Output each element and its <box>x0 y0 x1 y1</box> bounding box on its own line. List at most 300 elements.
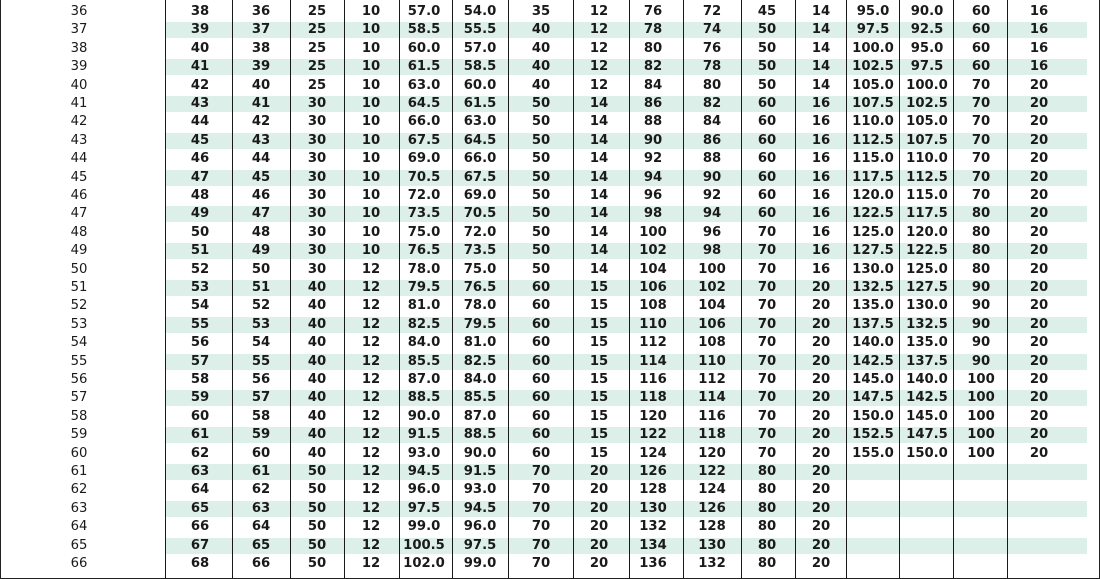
row-label-cell: 39 <box>70 59 88 75</box>
value-cell: 46 <box>190 151 210 167</box>
value-cell: 47 <box>190 169 210 185</box>
value-cell: 132 <box>698 556 726 571</box>
value-cell: 63 <box>190 464 210 479</box>
value-cell <box>901 519 953 535</box>
value-cell <box>901 501 953 517</box>
value-cell: 25 <box>307 4 327 19</box>
value-cell: 50 <box>531 188 551 203</box>
value-cell <box>847 464 899 480</box>
value-cell: 100.0 <box>906 77 948 93</box>
value-cell: 116 <box>639 372 667 387</box>
value-cell: 132 <box>639 519 667 535</box>
value-cell: 88 <box>643 114 663 130</box>
value-cell: 96 <box>702 224 722 240</box>
value-cell <box>901 556 953 572</box>
value-cell <box>954 538 1008 554</box>
value-cell: 50 <box>531 206 551 222</box>
value-cell: 107.5 <box>906 132 948 148</box>
value-cell: 66.0 <box>463 151 497 167</box>
value-cell: 85.5 <box>463 390 497 406</box>
value-cell <box>1010 538 1068 554</box>
value-cell: 135.0 <box>906 335 948 351</box>
value-cell: 64.5 <box>407 96 441 111</box>
value-cell: 95.0 <box>856 4 890 19</box>
value-cell: 14 <box>589 261 609 277</box>
value-cell: 12 <box>361 500 381 516</box>
value-cell: 60 <box>531 298 551 314</box>
column-rule <box>232 0 233 579</box>
value-cell: 120 <box>639 408 667 424</box>
value-cell: 70 <box>971 169 991 185</box>
value-cell: 15 <box>589 372 609 387</box>
value-cell: 16 <box>811 243 831 259</box>
row-label-cell: 43 <box>70 132 88 148</box>
value-cell: 39 <box>251 59 271 75</box>
value-cell: 40 <box>307 427 327 443</box>
value-cell: 78.0 <box>407 261 441 277</box>
value-cell: 12 <box>589 59 609 75</box>
value-cell: 20 <box>811 280 831 295</box>
value-cell: 20 <box>1029 353 1049 369</box>
value-cell: 126 <box>639 464 667 479</box>
value-cell: 12 <box>589 40 609 56</box>
value-cell: 20 <box>1029 335 1049 351</box>
value-cell: 10 <box>361 4 381 19</box>
value-cell: 81.0 <box>407 298 441 314</box>
value-cell: 94.5 <box>407 464 441 479</box>
value-cell: 63 <box>251 500 271 516</box>
value-cell: 12 <box>361 298 381 314</box>
value-cell: 20 <box>811 390 831 406</box>
value-cell: 90 <box>702 169 722 185</box>
value-cell: 12 <box>361 519 381 535</box>
value-cell: 88.5 <box>407 390 441 406</box>
value-cell: 134 <box>639 537 667 553</box>
column-rule <box>899 0 900 579</box>
value-cell: 40 <box>531 59 551 75</box>
value-cell: 40 <box>307 298 327 314</box>
value-cell: 60 <box>251 445 271 461</box>
value-cell: 50 <box>531 132 551 148</box>
value-cell: 35 <box>531 4 551 19</box>
column-rule <box>165 0 166 579</box>
value-cell: 82 <box>702 96 722 111</box>
value-cell: 15 <box>589 445 609 461</box>
value-cell: 40 <box>307 408 327 424</box>
value-cell: 40 <box>531 77 551 93</box>
value-cell: 100.5 <box>403 537 445 553</box>
column-rule <box>953 0 954 579</box>
value-cell: 128 <box>639 482 667 498</box>
value-cell: 53 <box>251 316 271 332</box>
row-label-cell: 52 <box>70 298 88 314</box>
value-cell <box>901 464 953 480</box>
value-cell: 152.5 <box>852 427 894 443</box>
value-cell: 136 <box>639 556 667 571</box>
value-cell: 104 <box>698 298 726 314</box>
value-cell: 100 <box>967 390 995 406</box>
value-cell: 44 <box>190 114 210 130</box>
value-cell: 106 <box>698 316 726 332</box>
value-cell: 70 <box>757 445 777 461</box>
value-cell: 20 <box>811 408 831 424</box>
value-cell: 104 <box>639 261 667 277</box>
value-cell <box>1010 464 1068 480</box>
value-cell: 142.5 <box>852 353 894 369</box>
value-cell: 14 <box>811 40 831 56</box>
value-cell: 10 <box>361 22 381 38</box>
value-cell: 70 <box>971 132 991 148</box>
value-cell: 76 <box>643 4 663 19</box>
value-cell: 50 <box>190 224 210 240</box>
value-cell: 40 <box>531 40 551 56</box>
value-cell: 14 <box>589 224 609 240</box>
value-cell: 80 <box>757 556 777 571</box>
column-rule <box>1007 0 1008 579</box>
value-cell: 40 <box>307 316 327 332</box>
value-cell: 102 <box>639 243 667 259</box>
row-label-cell: 66 <box>70 556 88 571</box>
value-cell: 42 <box>251 114 271 130</box>
value-cell: 20 <box>1029 96 1049 111</box>
value-cell: 12 <box>589 22 609 38</box>
value-cell: 64 <box>251 519 271 535</box>
value-cell: 30 <box>307 151 327 167</box>
value-cell: 70 <box>971 77 991 93</box>
value-cell: 14 <box>811 59 831 75</box>
value-cell: 98 <box>702 243 722 259</box>
value-cell: 20 <box>1029 132 1049 148</box>
value-cell: 73.5 <box>407 206 441 222</box>
value-cell: 20 <box>811 445 831 461</box>
value-cell: 51 <box>190 243 210 259</box>
value-cell: 12 <box>361 353 381 369</box>
value-cell: 116 <box>698 408 726 424</box>
value-cell: 90.0 <box>463 445 497 461</box>
value-cell: 40 <box>190 40 210 56</box>
value-cell: 118 <box>639 390 667 406</box>
row-label-cell: 42 <box>70 114 88 130</box>
value-cell: 78 <box>643 22 663 38</box>
value-cell: 20 <box>1029 372 1049 387</box>
value-cell: 16 <box>811 132 831 148</box>
value-cell <box>847 556 899 572</box>
value-cell: 76 <box>702 40 722 56</box>
value-cell: 16 <box>811 151 831 167</box>
value-cell: 14 <box>811 77 831 93</box>
value-cell: 155.0 <box>852 445 894 461</box>
value-cell: 70 <box>971 188 991 203</box>
row-label-cell: 55 <box>70 353 88 369</box>
value-cell: 76.5 <box>463 280 497 295</box>
value-cell: 130.0 <box>852 261 894 277</box>
value-cell: 15 <box>589 280 609 295</box>
value-cell: 120.0 <box>906 224 948 240</box>
value-cell: 20 <box>1029 206 1049 222</box>
value-cell: 60 <box>531 390 551 406</box>
value-cell: 80 <box>971 206 991 222</box>
value-cell: 16 <box>811 188 831 203</box>
value-cell: 66.0 <box>407 114 441 130</box>
value-cell: 73.5 <box>463 243 497 259</box>
value-cell: 61.5 <box>463 96 497 111</box>
value-cell: 12 <box>361 537 381 553</box>
value-cell: 16 <box>1029 40 1049 56</box>
value-cell: 60 <box>971 4 991 19</box>
value-cell: 50 <box>531 261 551 277</box>
value-cell: 82.5 <box>463 353 497 369</box>
value-cell: 97.5 <box>463 537 497 553</box>
value-cell: 43 <box>251 132 271 148</box>
value-cell: 16 <box>1029 22 1049 38</box>
value-cell: 84.0 <box>407 335 441 351</box>
value-cell: 112.5 <box>906 169 948 185</box>
value-cell: 93.0 <box>463 482 497 498</box>
row-label-cell: 37 <box>70 22 88 38</box>
value-cell <box>901 482 953 498</box>
value-cell: 80 <box>643 40 663 56</box>
row-label-cell: 65 <box>70 537 88 553</box>
value-cell: 15 <box>589 353 609 369</box>
value-cell: 132.5 <box>906 316 948 332</box>
value-cell: 38 <box>190 4 210 19</box>
value-cell: 94 <box>643 169 663 185</box>
value-cell: 46 <box>251 188 271 203</box>
value-cell: 86 <box>643 96 663 111</box>
value-cell: 58 <box>251 408 271 424</box>
value-cell: 66 <box>251 556 271 571</box>
value-cell: 50 <box>307 537 327 553</box>
value-cell: 61 <box>190 427 210 443</box>
value-cell: 108 <box>639 298 667 314</box>
value-cell: 60 <box>757 96 777 111</box>
value-cell: 10 <box>361 188 381 203</box>
value-cell: 20 <box>811 372 831 387</box>
value-cell <box>1010 556 1068 572</box>
value-cell: 62 <box>190 445 210 461</box>
value-cell: 50 <box>531 96 551 111</box>
value-cell: 12 <box>361 390 381 406</box>
value-cell: 16 <box>811 169 831 185</box>
value-cell: 132.5 <box>852 280 894 295</box>
value-cell: 137.5 <box>906 353 948 369</box>
column-rule <box>508 0 509 579</box>
value-cell: 72.0 <box>407 188 441 203</box>
value-cell: 40 <box>251 77 271 93</box>
value-cell: 40 <box>531 22 551 38</box>
value-cell: 112 <box>698 372 726 387</box>
value-cell: 60 <box>757 188 777 203</box>
value-cell: 15 <box>589 408 609 424</box>
column-rule <box>452 0 453 579</box>
value-cell: 41 <box>190 59 210 75</box>
value-cell: 20 <box>589 482 609 498</box>
value-cell: 50 <box>531 114 551 130</box>
value-cell: 99.0 <box>463 556 497 571</box>
value-cell: 140.0 <box>852 335 894 351</box>
value-cell: 20 <box>811 500 831 516</box>
value-cell: 94 <box>702 206 722 222</box>
value-cell: 14 <box>589 188 609 203</box>
value-cell: 127.5 <box>852 243 894 259</box>
value-cell: 20 <box>1029 77 1049 93</box>
value-cell: 56 <box>251 372 271 387</box>
value-cell: 12 <box>361 261 381 277</box>
value-cell: 90 <box>971 353 991 369</box>
value-cell: 125.0 <box>852 224 894 240</box>
value-cell: 41 <box>251 96 271 111</box>
value-cell: 14 <box>811 22 831 38</box>
value-cell: 70 <box>971 96 991 111</box>
value-cell: 42 <box>190 77 210 93</box>
value-cell: 60 <box>757 114 777 130</box>
value-cell: 145.0 <box>906 408 948 424</box>
value-cell: 50 <box>307 500 327 516</box>
value-cell: 70 <box>531 464 551 479</box>
value-cell: 20 <box>589 519 609 535</box>
value-cell: 106 <box>639 280 667 295</box>
value-cell: 49 <box>251 243 271 259</box>
value-cell: 20 <box>811 335 831 351</box>
value-cell: 40 <box>307 335 327 351</box>
value-cell: 62 <box>251 482 271 498</box>
value-cell: 70.5 <box>407 169 441 185</box>
value-cell: 10 <box>361 77 381 93</box>
value-cell: 20 <box>1029 316 1049 332</box>
value-cell: 110.0 <box>852 114 894 130</box>
value-cell: 94.5 <box>463 500 497 516</box>
value-cell: 30 <box>307 132 327 148</box>
value-cell: 79.5 <box>407 280 441 295</box>
value-cell: 10 <box>361 169 381 185</box>
value-cell: 84.0 <box>463 372 497 387</box>
value-cell: 60 <box>971 59 991 75</box>
value-cell: 88 <box>702 151 722 167</box>
value-cell: 60 <box>531 372 551 387</box>
value-cell: 50 <box>757 40 777 56</box>
value-cell: 90 <box>971 335 991 351</box>
value-cell: 45 <box>251 169 271 185</box>
value-cell: 20 <box>1029 261 1049 277</box>
value-cell: 10 <box>361 40 381 56</box>
value-cell: 12 <box>361 372 381 387</box>
value-cell: 50 <box>307 482 327 498</box>
value-cell: 70.5 <box>463 206 497 222</box>
value-cell: 30 <box>307 261 327 277</box>
value-cell: 70 <box>757 243 777 259</box>
value-cell: 55.5 <box>463 22 497 38</box>
value-cell: 30 <box>307 169 327 185</box>
value-cell: 72 <box>702 4 722 19</box>
value-cell <box>847 538 899 554</box>
value-cell: 39 <box>190 22 210 38</box>
value-cell: 50 <box>531 243 551 259</box>
value-cell: 68 <box>190 556 210 571</box>
value-cell: 130 <box>698 537 726 553</box>
value-cell: 65 <box>190 500 210 516</box>
value-cell: 14 <box>589 206 609 222</box>
value-cell: 130.0 <box>906 298 948 314</box>
value-cell: 40 <box>307 445 327 461</box>
value-cell: 58.5 <box>463 59 497 75</box>
value-cell <box>954 482 1008 498</box>
value-cell: 80 <box>971 224 991 240</box>
value-cell <box>954 464 1008 480</box>
value-cell: 25 <box>307 22 327 38</box>
value-cell: 60 <box>757 206 777 222</box>
value-cell: 10 <box>361 243 381 259</box>
value-cell: 57.0 <box>407 4 441 19</box>
value-cell: 84 <box>702 114 722 130</box>
value-cell: 20 <box>811 316 831 332</box>
value-cell: 43 <box>190 96 210 111</box>
value-cell: 90 <box>643 132 663 148</box>
value-cell: 70 <box>757 408 777 424</box>
value-cell: 48 <box>251 224 271 240</box>
value-cell <box>954 556 1008 572</box>
value-cell: 16 <box>811 114 831 130</box>
value-cell <box>847 519 899 535</box>
value-cell: 20 <box>1029 188 1049 203</box>
value-cell: 140.0 <box>906 372 948 387</box>
value-cell: 63.0 <box>407 77 441 93</box>
value-cell: 114 <box>698 390 726 406</box>
value-cell: 58.5 <box>407 22 441 38</box>
value-cell: 10 <box>361 132 381 148</box>
value-cell <box>847 501 899 517</box>
value-cell: 76.5 <box>407 243 441 259</box>
value-cell: 12 <box>589 4 609 19</box>
value-cell: 92.5 <box>910 22 944 38</box>
value-cell <box>954 519 1008 535</box>
value-cell: 122 <box>698 464 726 479</box>
column-rule <box>344 0 345 579</box>
value-cell: 20 <box>1029 151 1049 167</box>
row-label-cell: 38 <box>70 40 88 56</box>
value-cell: 40 <box>307 390 327 406</box>
value-cell: 97.5 <box>856 22 890 38</box>
value-cell: 60 <box>531 335 551 351</box>
value-cell: 112.5 <box>852 132 894 148</box>
value-cell: 150.0 <box>906 445 948 461</box>
value-cell: 16 <box>811 261 831 277</box>
value-cell: 20 <box>1029 390 1049 406</box>
value-cell: 54 <box>190 298 210 314</box>
value-cell: 70 <box>757 353 777 369</box>
value-cell: 20 <box>589 464 609 479</box>
value-cell: 102.5 <box>906 96 948 111</box>
row-label-cell: 61 <box>70 464 88 479</box>
row-label-cell: 63 <box>70 500 88 516</box>
value-cell: 128 <box>698 519 726 535</box>
value-cell: 25 <box>307 40 327 56</box>
value-cell: 16 <box>811 224 831 240</box>
value-cell: 61.5 <box>407 59 441 75</box>
value-cell: 80 <box>757 500 777 516</box>
value-cell: 47 <box>251 206 271 222</box>
value-cell: 70 <box>757 427 777 443</box>
value-cell: 54 <box>251 335 271 351</box>
value-cell: 20 <box>1029 169 1049 185</box>
value-cell: 30 <box>307 224 327 240</box>
value-cell: 45 <box>757 4 777 19</box>
value-cell: 80 <box>757 537 777 553</box>
value-cell: 57 <box>251 390 271 406</box>
value-cell: 44 <box>251 151 271 167</box>
value-cell: 52 <box>190 261 210 277</box>
value-cell: 60.0 <box>407 40 441 56</box>
value-cell <box>1010 482 1068 498</box>
